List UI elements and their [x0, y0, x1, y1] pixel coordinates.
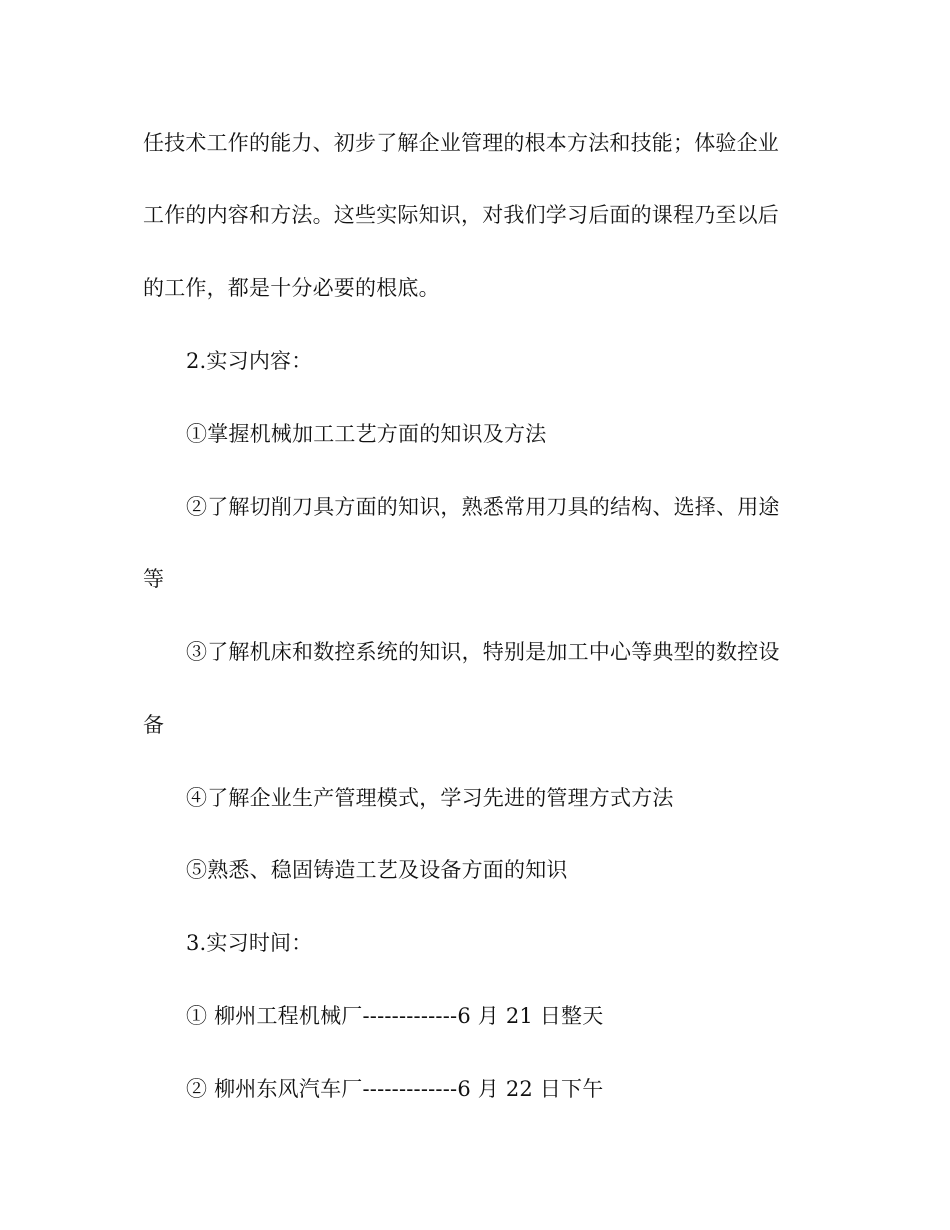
list-item-continuation: 备 — [143, 713, 165, 737]
list-item-continuation: 等 — [143, 567, 165, 591]
section-heading: 2.实习内容： — [186, 349, 313, 373]
list-item: ③了解机床和数控系统的知识，特别是加工中心等典型的数控设 — [186, 640, 780, 664]
list-item: ④了解企业生产管理模式，学习先进的管理方式方法 — [186, 786, 674, 810]
schedule-item: ② 柳州东风汽车厂-------------6 月 22 日下午 — [186, 1077, 604, 1101]
paragraph-line: 任技术工作的能力、初步了解企业管理的根本方法和技能；体验企业 — [143, 131, 779, 155]
list-item: ②了解切削刀具方面的知识，熟悉常用刀具的结构、选择、用途 — [186, 495, 780, 519]
section-heading: 3.实习时间： — [186, 931, 313, 955]
list-item: ①掌握机械加工工艺方面的知识及方法 — [186, 422, 547, 446]
schedule-item: ① 柳州工程机械厂-------------6 月 21 日整天 — [186, 1004, 604, 1028]
paragraph-line: 工作的内容和方法。这些实际知识，对我们学习后面的课程乃至以后 — [143, 203, 779, 227]
list-item: ⑤熟悉、稳固铸造工艺及设备方面的知识 — [186, 858, 568, 882]
paragraph-line: 的工作，都是十分必要的根底。 — [143, 276, 440, 300]
